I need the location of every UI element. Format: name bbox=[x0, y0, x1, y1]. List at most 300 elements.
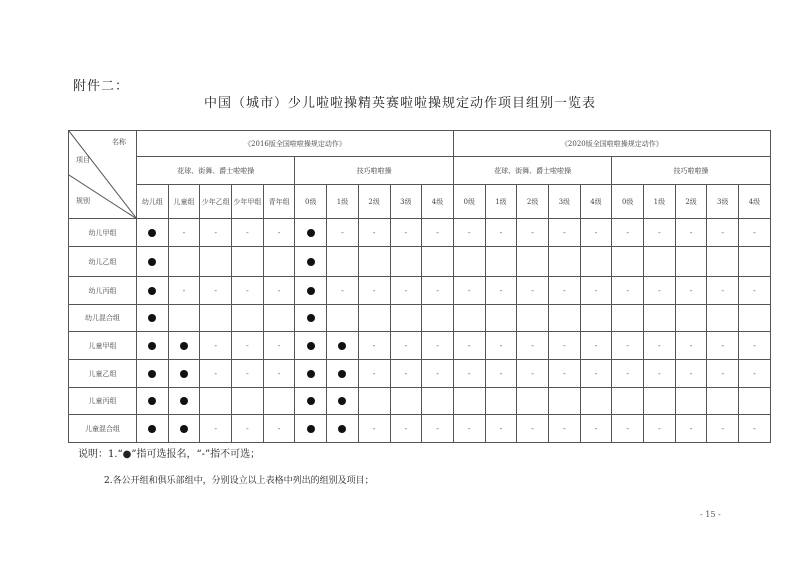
table-cell bbox=[485, 332, 517, 360]
table-cell bbox=[580, 219, 612, 247]
table-cell bbox=[707, 388, 739, 415]
table-cell bbox=[263, 332, 295, 360]
table-cell bbox=[390, 247, 422, 277]
table-cell bbox=[707, 360, 739, 388]
table-cell bbox=[422, 332, 454, 360]
selectable-dot bbox=[307, 258, 315, 266]
not-selectable-dash: - bbox=[658, 341, 661, 350]
table-cell bbox=[675, 219, 707, 247]
table-cell bbox=[168, 388, 200, 415]
table-cell bbox=[517, 388, 549, 415]
table-cell bbox=[675, 388, 707, 415]
table-cell bbox=[707, 247, 739, 277]
not-selectable-dash: - bbox=[214, 228, 218, 237]
not-selectable-dash: - bbox=[531, 424, 534, 433]
not-selectable-dash: - bbox=[182, 228, 186, 237]
table-row bbox=[69, 388, 771, 415]
subgroup-header: 花球、街舞、爵士啦啦操 bbox=[453, 157, 611, 185]
note-line-2: 2.各公开组和俱乐部组中，分别设立以上表格中列出的组别及项目； bbox=[104, 476, 374, 486]
table-cell bbox=[453, 332, 485, 360]
row-label: 儿童甲组 bbox=[69, 332, 137, 360]
table-cell bbox=[168, 247, 200, 277]
column-header: 2级 bbox=[358, 185, 390, 219]
table-cell bbox=[295, 247, 327, 277]
table-cell bbox=[263, 219, 295, 247]
table-cell bbox=[295, 219, 327, 247]
table-cell bbox=[390, 360, 422, 388]
group-header-2016: 《2016版全国啦啦操规定动作》 bbox=[137, 131, 454, 157]
table-cell bbox=[358, 360, 390, 388]
not-selectable-dash: - bbox=[626, 286, 630, 295]
table-cell bbox=[739, 247, 771, 277]
not-selectable-dash: - bbox=[404, 286, 408, 295]
not-selectable-dash: - bbox=[531, 286, 534, 295]
table-cell bbox=[548, 388, 580, 415]
not-selectable-dash: - bbox=[721, 286, 725, 295]
selectable-dot bbox=[148, 314, 156, 322]
table-cell bbox=[485, 277, 517, 305]
selectable-dot bbox=[148, 287, 156, 295]
not-selectable-dash: - bbox=[372, 369, 376, 378]
not-selectable-dash: - bbox=[499, 341, 503, 350]
project-group-table bbox=[68, 130, 771, 443]
table-cell bbox=[644, 388, 676, 415]
not-selectable-dash: - bbox=[341, 286, 344, 295]
not-selectable-dash: - bbox=[372, 286, 376, 295]
not-selectable-dash: - bbox=[499, 286, 503, 295]
table-cell bbox=[548, 277, 580, 305]
table-cell bbox=[168, 305, 200, 332]
table-cell bbox=[485, 360, 517, 388]
not-selectable-dash: - bbox=[626, 369, 630, 378]
table-cell bbox=[580, 360, 612, 388]
table-cell bbox=[263, 415, 295, 443]
not-selectable-dash: - bbox=[436, 341, 439, 350]
table-cell bbox=[485, 219, 517, 247]
table-cell bbox=[295, 360, 327, 388]
table-cell bbox=[327, 277, 359, 305]
not-selectable-dash: - bbox=[467, 341, 471, 350]
table-cell bbox=[232, 219, 264, 247]
table-cell bbox=[739, 332, 771, 360]
table-cell bbox=[358, 305, 390, 332]
table-cell bbox=[295, 415, 327, 443]
table-cell bbox=[295, 332, 327, 360]
table-cell bbox=[644, 277, 676, 305]
table-cell bbox=[168, 277, 200, 305]
not-selectable-dash: - bbox=[594, 369, 598, 378]
group-header-2020: 《2020版全国啦啦操规定动作》 bbox=[453, 131, 770, 157]
table-cell bbox=[358, 415, 390, 443]
row-label: 幼儿混合组 bbox=[69, 305, 137, 332]
table-cell bbox=[422, 305, 454, 332]
not-selectable-dash: - bbox=[246, 228, 249, 237]
table-cell bbox=[263, 388, 295, 415]
table-cell bbox=[612, 277, 644, 305]
table-cell bbox=[612, 305, 644, 332]
attachment-label: 附件二： bbox=[73, 79, 130, 94]
table-cell bbox=[200, 305, 232, 332]
table-cell bbox=[390, 388, 422, 415]
not-selectable-dash: - bbox=[246, 369, 249, 378]
table-cell bbox=[548, 415, 580, 443]
table-cell bbox=[200, 415, 232, 443]
selectable-dot bbox=[338, 397, 346, 405]
table-cell bbox=[200, 388, 232, 415]
selectable-dot bbox=[180, 370, 188, 378]
table-cell bbox=[168, 332, 200, 360]
not-selectable-dash: - bbox=[753, 341, 756, 350]
table-cell bbox=[739, 277, 771, 305]
table-cell bbox=[644, 360, 676, 388]
table-cell bbox=[485, 415, 517, 443]
not-selectable-dash: - bbox=[404, 228, 408, 237]
not-selectable-dash: - bbox=[214, 424, 218, 433]
table-cell bbox=[168, 415, 200, 443]
column-header: 少年乙组 bbox=[200, 185, 232, 219]
table-cell bbox=[707, 277, 739, 305]
not-selectable-dash: - bbox=[531, 341, 534, 350]
table-cell bbox=[453, 415, 485, 443]
not-selectable-dash: - bbox=[467, 424, 471, 433]
table-cell bbox=[517, 332, 549, 360]
table-cell bbox=[739, 219, 771, 247]
not-selectable-dash: - bbox=[499, 228, 503, 237]
not-selectable-dash: - bbox=[436, 286, 439, 295]
table-cell bbox=[390, 332, 422, 360]
table-cell bbox=[517, 305, 549, 332]
table-cell bbox=[200, 247, 232, 277]
not-selectable-dash: - bbox=[562, 228, 566, 237]
table-cell bbox=[327, 219, 359, 247]
selectable-dot bbox=[148, 229, 156, 237]
selectable-dot bbox=[307, 370, 315, 378]
row-label: 儿童乙组 bbox=[69, 360, 137, 388]
table-cell bbox=[612, 219, 644, 247]
table-cell bbox=[137, 332, 169, 360]
table-cell bbox=[644, 332, 676, 360]
table-cell bbox=[327, 305, 359, 332]
selectable-dot bbox=[307, 287, 315, 295]
table-cell bbox=[644, 305, 676, 332]
table-cell bbox=[517, 277, 549, 305]
not-selectable-dash: - bbox=[467, 286, 471, 295]
selectable-dot bbox=[338, 370, 346, 378]
not-selectable-dash: - bbox=[658, 228, 661, 237]
not-selectable-dash: - bbox=[753, 286, 756, 295]
table-cell bbox=[263, 305, 295, 332]
corner-label-group: 规别 bbox=[76, 197, 90, 205]
not-selectable-dash: - bbox=[277, 228, 281, 237]
table-cell bbox=[200, 219, 232, 247]
not-selectable-dash: - bbox=[214, 286, 218, 295]
column-header: 0级 bbox=[612, 185, 644, 219]
selectable-dot bbox=[180, 342, 188, 350]
table-row bbox=[69, 360, 771, 388]
column-header: 0级 bbox=[295, 185, 327, 219]
selectable-dot bbox=[148, 258, 156, 266]
table-cell bbox=[390, 305, 422, 332]
table-cell bbox=[675, 305, 707, 332]
table-cell bbox=[739, 305, 771, 332]
not-selectable-dash: - bbox=[721, 341, 725, 350]
table-cell bbox=[675, 332, 707, 360]
selectable-dot bbox=[307, 229, 315, 237]
table-cell bbox=[548, 305, 580, 332]
subgroup-header: 技巧啦啦操 bbox=[612, 157, 770, 185]
column-header: 儿童组 bbox=[168, 185, 200, 219]
column-header: 1级 bbox=[644, 185, 676, 219]
table-cell bbox=[232, 277, 264, 305]
not-selectable-dash: - bbox=[658, 424, 661, 433]
table-row bbox=[69, 219, 771, 247]
table-cell bbox=[358, 388, 390, 415]
column-header: 幼儿组 bbox=[137, 185, 169, 219]
not-selectable-dash: - bbox=[182, 286, 186, 295]
table-row bbox=[69, 247, 771, 277]
not-selectable-dash: - bbox=[562, 369, 566, 378]
table-cell bbox=[707, 332, 739, 360]
not-selectable-dash: - bbox=[658, 286, 661, 295]
table-cell bbox=[548, 219, 580, 247]
selectable-dot bbox=[338, 425, 346, 433]
table-cell bbox=[327, 332, 359, 360]
table-cell bbox=[612, 415, 644, 443]
table-row bbox=[69, 305, 771, 332]
table-cell bbox=[612, 247, 644, 277]
table-cell bbox=[137, 247, 169, 277]
not-selectable-dash: - bbox=[467, 228, 471, 237]
not-selectable-dash: - bbox=[562, 341, 566, 350]
table-cell bbox=[739, 415, 771, 443]
selectable-dot bbox=[180, 425, 188, 433]
not-selectable-dash: - bbox=[372, 341, 376, 350]
not-selectable-dash: - bbox=[341, 228, 344, 237]
table-cell bbox=[580, 388, 612, 415]
column-header: 2级 bbox=[517, 185, 549, 219]
table-cell bbox=[137, 305, 169, 332]
table-cell bbox=[422, 277, 454, 305]
table-row bbox=[69, 332, 771, 360]
column-header: 4级 bbox=[580, 185, 612, 219]
table-cell bbox=[263, 360, 295, 388]
table-cell bbox=[137, 388, 169, 415]
table-cell bbox=[675, 247, 707, 277]
table-cell bbox=[517, 219, 549, 247]
not-selectable-dash: - bbox=[372, 424, 376, 433]
subgroup-header: 技巧啦啦操 bbox=[295, 157, 453, 185]
table-cell bbox=[168, 360, 200, 388]
not-selectable-dash: - bbox=[436, 228, 439, 237]
not-selectable-dash: - bbox=[404, 369, 408, 378]
table-cell bbox=[232, 388, 264, 415]
table-cell bbox=[485, 247, 517, 277]
selectable-dot bbox=[307, 342, 315, 350]
document-title: 中国（城市）少儿啦啦操精英赛啦啦操规定动作项目组别一览表 bbox=[203, 96, 596, 111]
table-cell bbox=[263, 277, 295, 305]
table-cell bbox=[675, 277, 707, 305]
table-cell bbox=[644, 415, 676, 443]
table-cell bbox=[707, 219, 739, 247]
not-selectable-dash: - bbox=[658, 369, 661, 378]
not-selectable-dash: - bbox=[277, 424, 281, 433]
table-cell bbox=[453, 305, 485, 332]
selectable-dot bbox=[338, 342, 346, 350]
table-cell bbox=[517, 415, 549, 443]
table-cell bbox=[200, 360, 232, 388]
table-cell bbox=[739, 388, 771, 415]
table-cell bbox=[263, 247, 295, 277]
table-row bbox=[69, 277, 771, 305]
column-header: 3级 bbox=[548, 185, 580, 219]
table-cell bbox=[453, 388, 485, 415]
not-selectable-dash: - bbox=[499, 369, 503, 378]
table-cell bbox=[580, 305, 612, 332]
not-selectable-dash: - bbox=[246, 286, 249, 295]
table-cell bbox=[453, 219, 485, 247]
table-cell bbox=[295, 388, 327, 415]
table-cell bbox=[517, 360, 549, 388]
not-selectable-dash: - bbox=[404, 424, 408, 433]
table-cell bbox=[327, 247, 359, 277]
column-header: 0级 bbox=[453, 185, 485, 219]
table-cell bbox=[422, 360, 454, 388]
not-selectable-dash: - bbox=[594, 286, 598, 295]
not-selectable-dash: - bbox=[753, 424, 756, 433]
table-cell bbox=[548, 247, 580, 277]
table-cell bbox=[137, 360, 169, 388]
not-selectable-dash: - bbox=[594, 424, 598, 433]
table-row bbox=[69, 415, 771, 443]
not-selectable-dash: - bbox=[626, 424, 630, 433]
table-cell bbox=[137, 219, 169, 247]
column-header: 少年甲组 bbox=[232, 185, 264, 219]
not-selectable-dash: - bbox=[721, 228, 725, 237]
not-selectable-dash: - bbox=[753, 228, 756, 237]
not-selectable-dash: - bbox=[467, 369, 471, 378]
not-selectable-dash: - bbox=[626, 228, 630, 237]
not-selectable-dash: - bbox=[721, 424, 725, 433]
table-cell bbox=[137, 277, 169, 305]
table-cell bbox=[137, 415, 169, 443]
table-cell bbox=[453, 360, 485, 388]
not-selectable-dash: - bbox=[404, 341, 408, 350]
selectable-dot bbox=[307, 425, 315, 433]
column-header: 3级 bbox=[390, 185, 422, 219]
table-cell bbox=[358, 219, 390, 247]
not-selectable-dash: - bbox=[721, 369, 725, 378]
selectable-dot bbox=[148, 425, 156, 433]
not-selectable-dash: - bbox=[277, 286, 281, 295]
table-cell bbox=[612, 388, 644, 415]
column-header: 1级 bbox=[485, 185, 517, 219]
row-label: 幼儿甲组 bbox=[69, 219, 137, 247]
table-cell bbox=[612, 332, 644, 360]
table-cell bbox=[707, 415, 739, 443]
not-selectable-dash: - bbox=[562, 424, 566, 433]
selectable-dot bbox=[148, 370, 156, 378]
table-cell bbox=[358, 332, 390, 360]
table-cell bbox=[422, 415, 454, 443]
table-cell bbox=[327, 415, 359, 443]
not-selectable-dash: - bbox=[689, 228, 693, 237]
table-cell bbox=[232, 415, 264, 443]
not-selectable-dash: - bbox=[626, 341, 630, 350]
table-cell bbox=[485, 388, 517, 415]
not-selectable-dash: - bbox=[214, 341, 218, 350]
table-cell bbox=[327, 388, 359, 415]
table-cell bbox=[612, 360, 644, 388]
page-number: - 15 - bbox=[700, 510, 721, 519]
table-cell bbox=[295, 305, 327, 332]
row-label: 儿童混合组 bbox=[69, 415, 137, 443]
table-cell bbox=[580, 277, 612, 305]
not-selectable-dash: - bbox=[562, 286, 566, 295]
table-cell bbox=[675, 415, 707, 443]
table-cell bbox=[707, 305, 739, 332]
not-selectable-dash: - bbox=[277, 341, 281, 350]
not-selectable-dash: - bbox=[246, 341, 249, 350]
table-cell bbox=[358, 277, 390, 305]
not-selectable-dash: - bbox=[277, 369, 281, 378]
table-cell bbox=[390, 277, 422, 305]
not-selectable-dash: - bbox=[372, 228, 376, 237]
table-cell bbox=[232, 360, 264, 388]
note-line-1: 说明：1.“●”指可选报名，“-”指不可选； bbox=[78, 449, 261, 460]
column-header: 4级 bbox=[739, 185, 771, 219]
not-selectable-dash: - bbox=[531, 369, 534, 378]
not-selectable-dash: - bbox=[689, 341, 693, 350]
not-selectable-dash: - bbox=[531, 228, 534, 237]
not-selectable-dash: - bbox=[689, 286, 693, 295]
table-cell bbox=[168, 219, 200, 247]
table-cell bbox=[422, 219, 454, 247]
corner-header-cell bbox=[69, 131, 137, 219]
column-header: 4级 bbox=[422, 185, 454, 219]
table-cell bbox=[675, 360, 707, 388]
table-cell bbox=[390, 415, 422, 443]
table-cell bbox=[580, 415, 612, 443]
table-cell bbox=[548, 332, 580, 360]
not-selectable-dash: - bbox=[689, 369, 693, 378]
table-cell bbox=[644, 219, 676, 247]
table-cell bbox=[295, 277, 327, 305]
table-cell bbox=[739, 360, 771, 388]
column-header: 3级 bbox=[707, 185, 739, 219]
not-selectable-dash: - bbox=[594, 341, 598, 350]
table-cell bbox=[485, 305, 517, 332]
column-header: 青年组 bbox=[263, 185, 295, 219]
table-cell bbox=[644, 247, 676, 277]
table-cell bbox=[232, 247, 264, 277]
selectable-dot bbox=[148, 397, 156, 405]
column-header: 2级 bbox=[675, 185, 707, 219]
not-selectable-dash: - bbox=[436, 424, 439, 433]
row-label: 儿童丙组 bbox=[69, 388, 137, 415]
row-label: 幼儿丙组 bbox=[69, 277, 137, 305]
row-label: 幼儿乙组 bbox=[69, 247, 137, 277]
table-cell bbox=[232, 305, 264, 332]
table-cell bbox=[200, 277, 232, 305]
table-cell bbox=[358, 247, 390, 277]
selectable-dot bbox=[307, 314, 315, 322]
table-cell bbox=[580, 247, 612, 277]
corner-label-project: 项目 bbox=[76, 156, 90, 164]
table-cell bbox=[548, 360, 580, 388]
not-selectable-dash: - bbox=[436, 369, 439, 378]
not-selectable-dash: - bbox=[499, 424, 503, 433]
table-cell bbox=[517, 247, 549, 277]
